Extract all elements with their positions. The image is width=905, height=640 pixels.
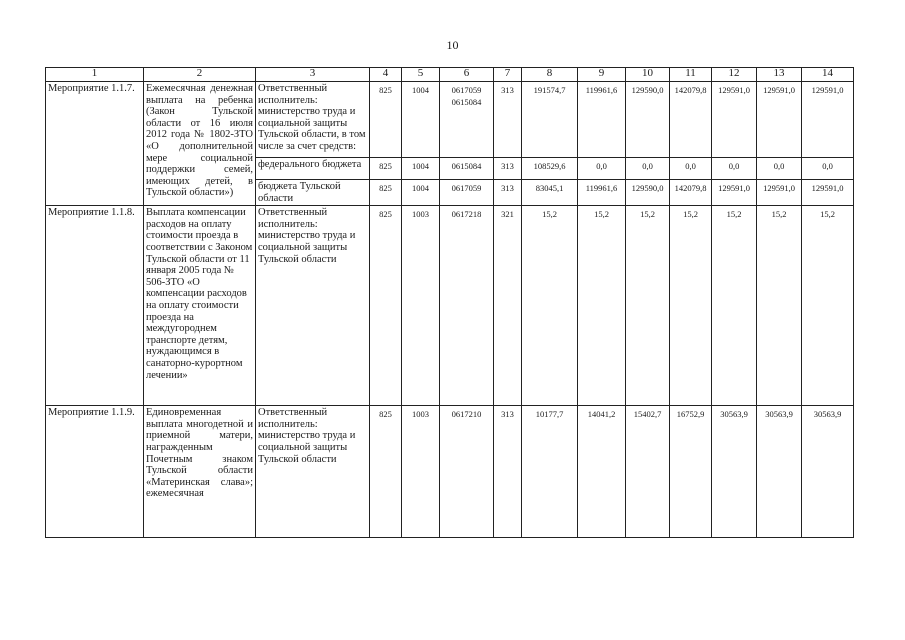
cell: 129591,0 <box>757 82 802 158</box>
cell: 15,2 <box>626 206 670 406</box>
cell: 0,0 <box>626 158 670 180</box>
page-number: 10 <box>446 38 459 52</box>
cell: 0617218 <box>440 206 494 406</box>
cell: 313 <box>494 82 522 158</box>
executor: Ответственный исполнитель: министерство труда и социальной защиты Тульской области, в том числе за счет средств: <box>256 82 370 158</box>
header-cell: 1 <box>46 68 144 82</box>
cell: 0615084 <box>440 158 494 180</box>
executor: бюджета Тульской области <box>256 180 370 206</box>
cell: 15,2 <box>712 206 757 406</box>
cell: 108529,6 <box>522 158 578 180</box>
cell: 16752,9 <box>670 406 712 538</box>
cell: 0617059 <box>440 180 494 206</box>
cell: 825 <box>370 206 402 406</box>
cell: 321 <box>494 206 522 406</box>
cell: 10177,7 <box>522 406 578 538</box>
cell: 825 <box>370 180 402 206</box>
cell: 30563,9 <box>712 406 757 538</box>
cell: 1004 <box>402 180 440 206</box>
cell: 30563,9 <box>757 406 802 538</box>
cell: 14041,2 <box>578 406 626 538</box>
cell: 1004 <box>402 158 440 180</box>
header-cell: 7 <box>494 68 522 82</box>
cell: 119961,6 <box>578 82 626 158</box>
cell: 83045,1 <box>522 180 578 206</box>
table-row <box>46 206 854 406</box>
cell: 825 <box>370 82 402 158</box>
cell: 0,0 <box>670 158 712 180</box>
header-cell: 8 <box>522 68 578 82</box>
header-cell: 6 <box>440 68 494 82</box>
cell: 129591,0 <box>802 82 854 158</box>
cell: 0617210 <box>440 406 494 538</box>
executor: федерального бюджета <box>256 158 370 180</box>
cell <box>440 82 494 158</box>
cell: 191574,7 <box>522 82 578 158</box>
event-description: Выплата компенсации расходов на оплату стоимости проезда в соответствии с Законом Тульской области от 11 января 2005 года № 506-ЗТО «О компенсации расходов на оплату стоимости проезда на междугороднем транспорте детям, нуждающимся в санаторно-курортном лечении» <box>144 206 256 406</box>
header-cell: 3 <box>256 68 370 82</box>
cell: 1003 <box>402 406 440 538</box>
executor: Ответственный исполнитель: министерство труда и социальной защиты Тульской области <box>256 406 370 538</box>
event-id: Мероприятие 1.1.7. <box>46 82 144 206</box>
header-cell: 5 <box>402 68 440 82</box>
cell: 0,0 <box>757 158 802 180</box>
cell: 0,0 <box>802 158 854 180</box>
header-cell: 2 <box>144 68 256 82</box>
table-row <box>46 82 854 158</box>
cell: 30563,9 <box>802 406 854 538</box>
cell: 119961,6 <box>578 180 626 206</box>
header-cell: 10 <box>626 68 670 82</box>
event-id: Мероприятие 1.1.8. <box>46 206 144 406</box>
cell: 15,2 <box>578 206 626 406</box>
header-cell: 12 <box>712 68 757 82</box>
cell: 825 <box>370 158 402 180</box>
budget-table <box>45 67 854 538</box>
cell: 129591,0 <box>757 180 802 206</box>
cell: 129590,0 <box>626 82 670 158</box>
cell: 825 <box>370 406 402 538</box>
cell: 129591,0 <box>712 82 757 158</box>
cell: 1004 <box>402 82 440 158</box>
event-id: Мероприятие 1.1.9. <box>46 406 144 538</box>
cell: 0,0 <box>578 158 626 180</box>
header-cell: 4 <box>370 68 402 82</box>
cell: 313 <box>494 406 522 538</box>
cell: 0,0 <box>712 158 757 180</box>
header-row <box>46 68 854 82</box>
cell: 1003 <box>402 206 440 406</box>
cell: 313 <box>494 180 522 206</box>
event-description: Единовременная выплата многодетной и приемной матери, награжденным Почетным знаком Тульской области «Материнская слава»; ежемесячная <box>144 406 256 538</box>
table-row <box>46 406 854 538</box>
event-description: Ежемесячная денежная выплата на ребенка (Закон Тульской области от 16 июля 2012 года № 1802-ЗТО «О дополнительной мере социальной поддержки семей, имеющих детей, в Тульской области») <box>144 82 256 206</box>
cell: 313 <box>494 158 522 180</box>
cell: 129591,0 <box>802 180 854 206</box>
executor: Ответственный исполнитель: министерство труда и социальной защиты Тульской области <box>256 206 370 406</box>
header-cell: 9 <box>578 68 626 82</box>
cell: 142079,8 <box>670 82 712 158</box>
header-cell: 11 <box>670 68 712 82</box>
cell: 15,2 <box>757 206 802 406</box>
cell: 15,2 <box>670 206 712 406</box>
cell: 15402,7 <box>626 406 670 538</box>
header-cell: 14 <box>802 68 854 82</box>
cell: 142079,8 <box>670 180 712 206</box>
cell-line: 0617059 <box>451 85 482 95</box>
cell: 15,2 <box>522 206 578 406</box>
header-cell: 13 <box>757 68 802 82</box>
cell: 129591,0 <box>712 180 757 206</box>
cell-line: 0615084 <box>451 96 482 107</box>
cell: 15,2 <box>802 206 854 406</box>
cell: 129590,0 <box>626 180 670 206</box>
